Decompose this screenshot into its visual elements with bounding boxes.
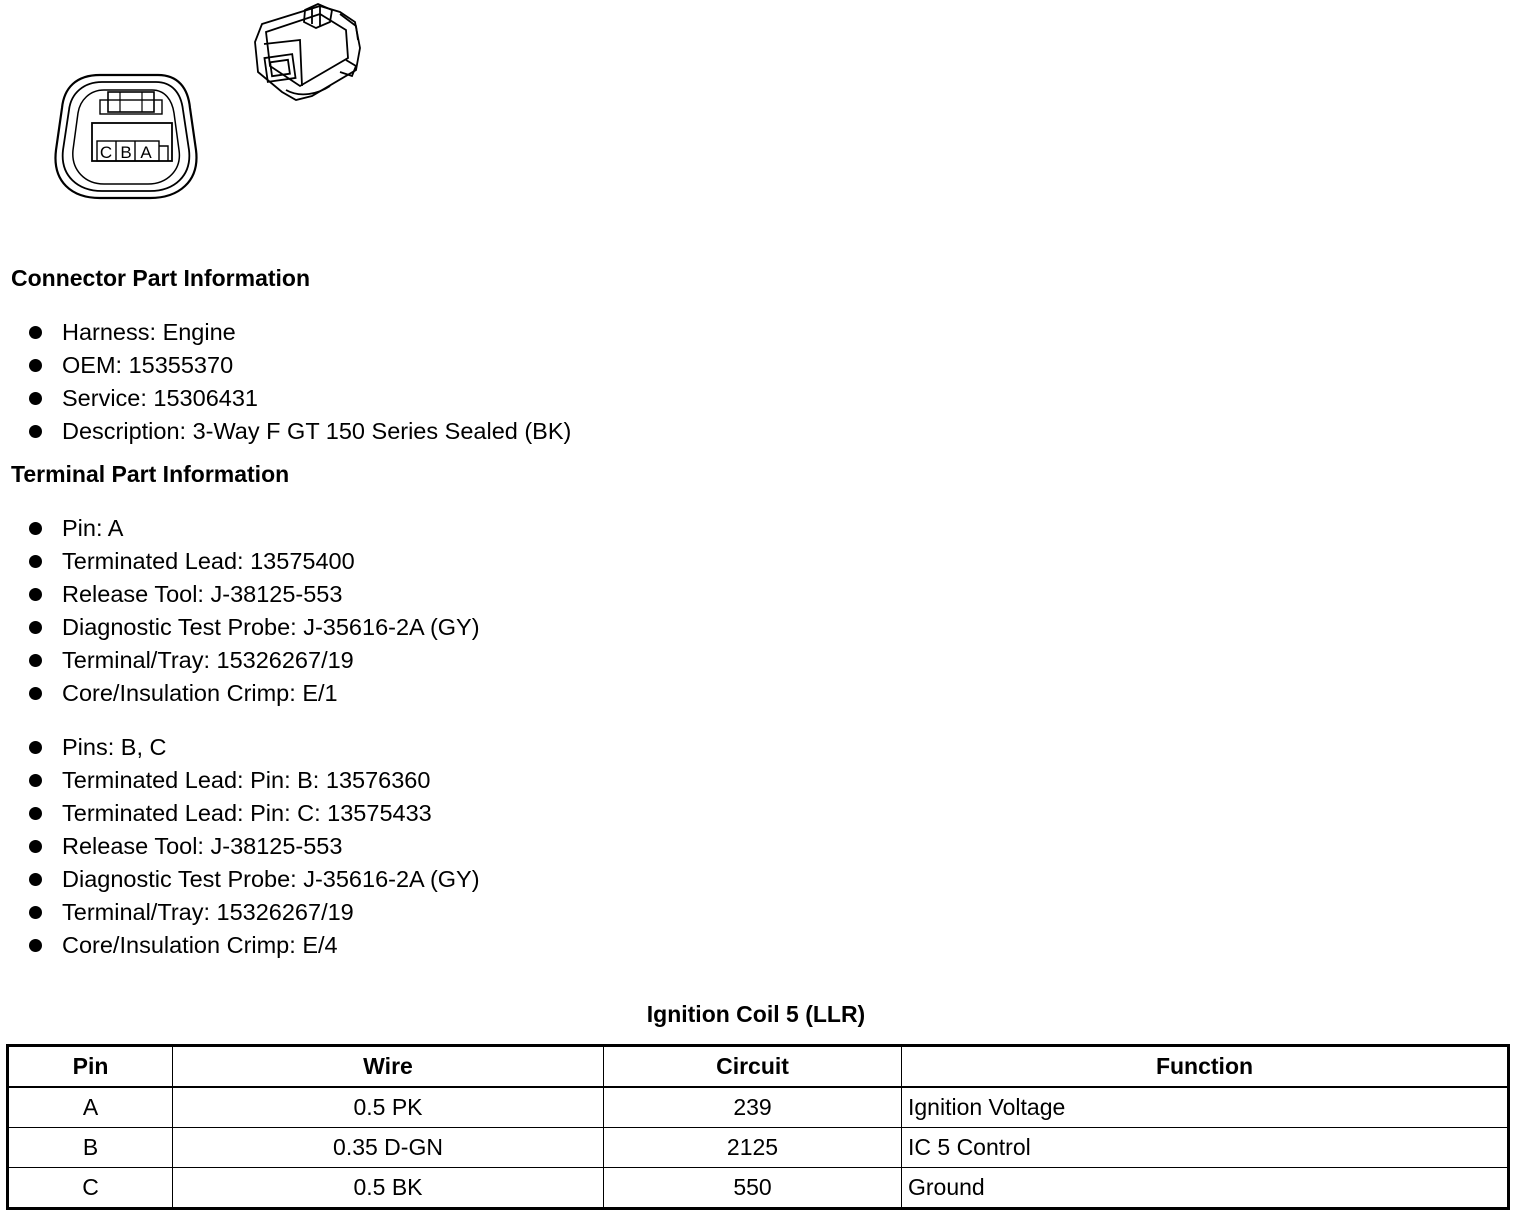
list-item: Description: 3-Way F GT 150 Series Sealed (BK) [29, 415, 571, 448]
column-header-wire: Wire [173, 1046, 604, 1088]
wire-cell: 0.5 PK [173, 1087, 604, 1128]
list-item: Service: 15306431 [29, 382, 571, 415]
list-item: Diagnostic Test Probe: J-35616-2A (GY) [29, 863, 480, 896]
wire-cell: 0.35 D-GN [173, 1128, 604, 1168]
pin-cell: A [8, 1087, 173, 1128]
face-pin-label: B [120, 143, 132, 162]
list-item: Terminated Lead: Pin: B: 13576360 [29, 764, 480, 797]
list-item: Pin: A [29, 512, 480, 545]
list-item: Diagnostic Test Probe: J-35616-2A (GY) [29, 611, 480, 644]
circuit-cell: 2125 [604, 1128, 902, 1168]
table-row [8, 1128, 1509, 1168]
column-header-circuit: Circuit [604, 1046, 902, 1088]
connector-info-list [29, 316, 571, 448]
face-pin-label: C [99, 143, 113, 162]
table-title: Ignition Coil 5 (LLR) [646, 1001, 866, 1027]
list-item: Release Tool: J-38125-553 [29, 830, 480, 863]
list-item: Harness: Engine [29, 316, 571, 349]
table-header-row [8, 1046, 1509, 1088]
list-item: OEM: 15355370 [29, 349, 571, 382]
circuit-cell: 550 [604, 1168, 902, 1209]
function-cell: IC 5 Control [902, 1128, 1509, 1168]
connector-iso-view [255, 4, 360, 100]
terminal-pin-a-list [29, 512, 480, 710]
connector-diagram [0, 0, 400, 220]
list-item: Core/Insulation Crimp: E/4 [29, 929, 480, 962]
pin-cell: C [8, 1168, 173, 1209]
terminal-pin-bc-list [29, 731, 480, 962]
list-item: Terminated Lead: 13575400 [29, 545, 480, 578]
list-item: Core/Insulation Crimp: E/1 [29, 677, 480, 710]
terminal-info-heading: Terminal Part Information [11, 461, 290, 487]
pin-cell: B [8, 1128, 173, 1168]
pin-table [6, 1044, 1510, 1210]
table-row [8, 1168, 1509, 1209]
circuit-cell: 239 [604, 1087, 902, 1128]
table-row [8, 1087, 1509, 1128]
list-item: Pins: B, C [29, 731, 480, 764]
function-cell: Ground [902, 1168, 1509, 1209]
list-item: Terminal/Tray: 15326267/19 [29, 644, 480, 677]
connector-info-heading: Connector Part Information [11, 265, 311, 291]
list-item: Terminated Lead: Pin: C: 13575433 [29, 797, 480, 830]
list-item: Terminal/Tray: 15326267/19 [29, 896, 480, 929]
connector-face-view [55, 75, 196, 198]
column-header-function: Function [902, 1046, 1509, 1088]
list-item: Release Tool: J-38125-553 [29, 578, 480, 611]
column-header-pin: Pin [8, 1046, 173, 1088]
face-pin-label: A [140, 143, 152, 162]
function-cell: Ignition Voltage [902, 1087, 1509, 1128]
wire-cell: 0.5 BK [173, 1168, 604, 1209]
